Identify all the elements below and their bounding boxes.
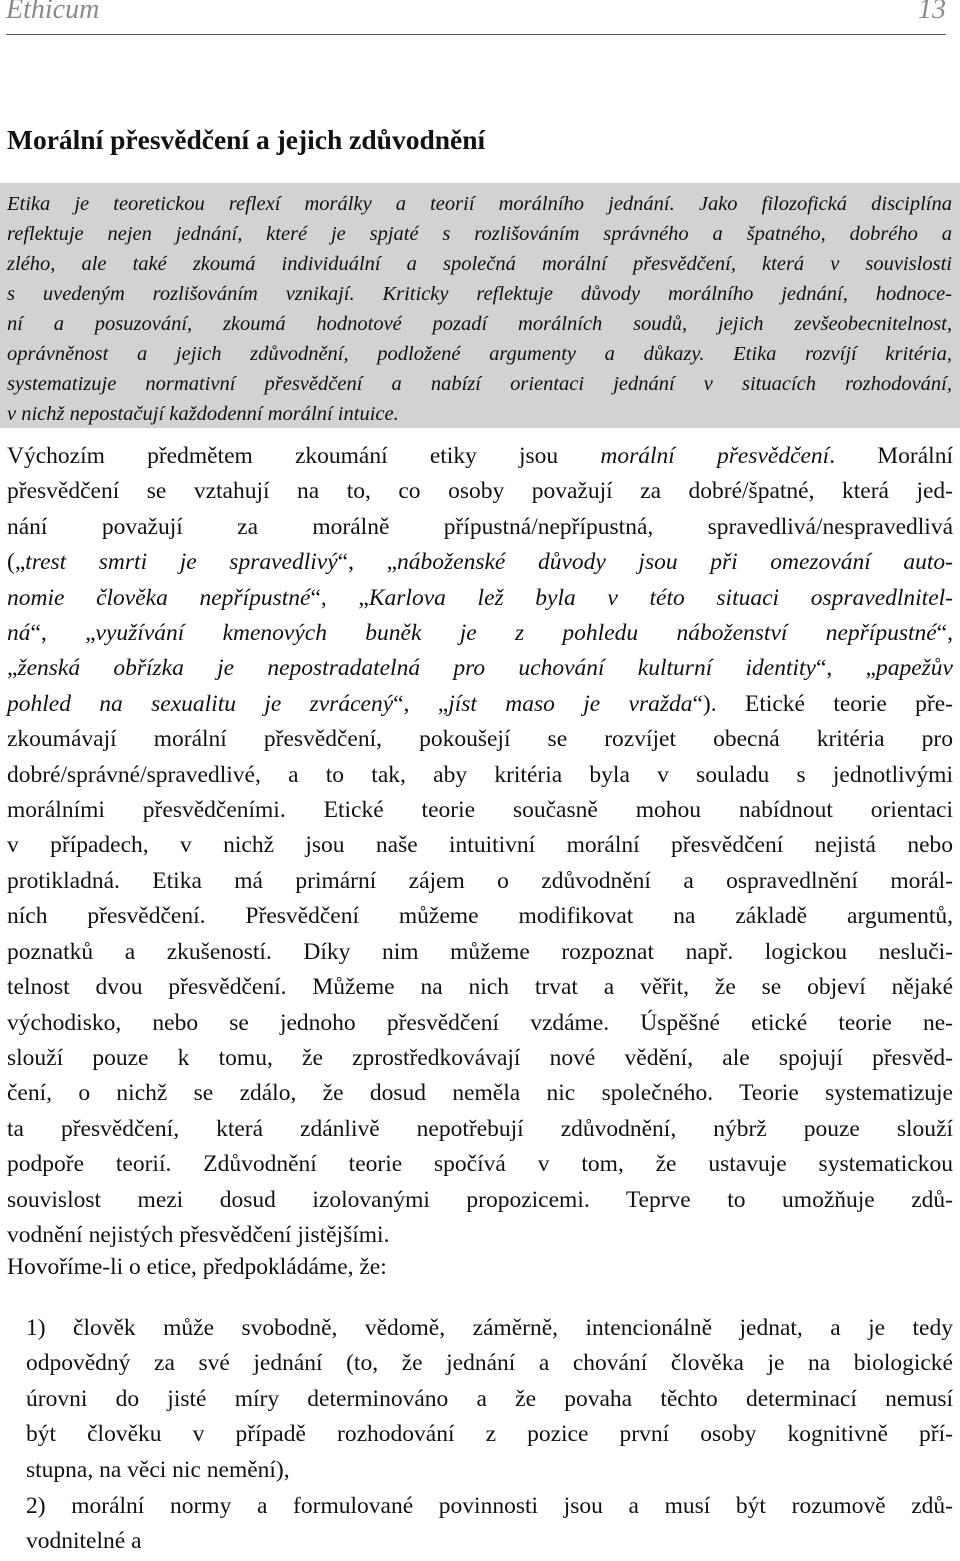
list-line: odpovědný za své jednání (to, že jednání a chování člověka je na biologické: [26, 1350, 953, 1377]
body-line: morálními přesvědčeními. Etické teorie současně mohou nabídnout orientaci: [7, 797, 953, 824]
abstract-line: v nichž nepostačují každodenní morální intuice.: [7, 403, 399, 425]
abstract-line: Etika je teoretickou reflexí morálky a teorií morálního jednání. Jako filozofická disciplína: [7, 193, 952, 215]
abstract-line: zlého, ale také zkoumá individuální a společná morální přesvědčení, která v souvislosti: [7, 253, 952, 275]
list-item: [26, 1311, 953, 1488]
body-line: v případech, v nichž jsou naše intuitivní morální přesvědčení nejistá nebo: [7, 832, 953, 859]
body-line: ná“, „využívání kmenových buněk je z pohledu náboženství nepřípustné“,: [7, 620, 953, 647]
list-line: být člověku v případě rozhodování z pozice první osoby kognitivně pří-: [26, 1421, 953, 1448]
abstract-line: s uvedeným rozlišováním vznikají. Kriticky reflektuje důvody morálního jednání, hodnoce-: [7, 283, 952, 305]
list-line: stupna, na věci nic nemění),: [26, 1456, 290, 1483]
body-line: vodnění nejistých přesvědčení jistějšími.: [7, 1221, 390, 1248]
journal-name: Ethicum: [6, 0, 100, 25]
intro-sentence: Hovoříme-li o etice, předpokládáme, že:: [7, 1254, 387, 1280]
body-line: slouží pouze k tomu, že zprostředkovávají nové vědění, ale spojují přesvěd-: [7, 1044, 953, 1071]
body-line: nání považují za morálně přípustná/nepřípustná, spravedlivá/nespravedlivá: [7, 513, 953, 540]
page-number: 13: [918, 0, 946, 25]
abstract-line: reflektuje nejen jednání, které je spjaté s rozlišováním správného a špatného, dobrého a: [7, 223, 952, 245]
list-line: vodnitelné a: [26, 1528, 142, 1555]
body-line: („trest smrti je spravedlivý“, „náboženské důvody jsou při omezování auto-: [7, 549, 953, 576]
body-line: zkoumávají morální přesvědčení, pokoušejí se rozvíjet obecná kritéria pro: [7, 726, 953, 753]
body-line: dobré/správné/spravedlivé, a to tak, aby kritéria byla v souladu s jednotlivými: [7, 761, 953, 788]
body-line: telnost dvou přesvědčení. Můžeme na nich trvat a věřit, že se objeví nějaké: [7, 974, 953, 1001]
body-line: čení, o nichž se zdálo, že dosud neměla nic společného. Teorie systematizuje: [7, 1080, 953, 1107]
body-line: ních přesvědčení. Přesvědčení můžeme modifikovat na základě argumentů,: [7, 903, 953, 930]
list-line: 1) člověk může svobodně, vědomě, záměrně, intencionálně jednat, a je tedy: [26, 1315, 953, 1341]
body-line: východisko, nebo se jednoho přesvědčení vzdáme. Úspěšné etické teorie ne-: [7, 1009, 953, 1036]
abstract-line: ní a posuzování, zkoumá hodnotové pozadí morálních soudů, jejich zevšeobecnitelnost,: [7, 313, 952, 335]
abstract-text: [7, 189, 952, 429]
body-line: nomie člověka nepřípustné“, „Karlova lež byla v této situaci ospravedlnitel-: [7, 584, 953, 611]
body-line: přesvědčení se vztahují na to, co osoby považují za dobré/špatné, která jed-: [7, 478, 953, 505]
body-line: poznatků a zkušeností. Díky nim můžeme rozpoznat např. logickou nesluči-: [7, 938, 953, 965]
body-line: Výchozím předmětem zkoumání etiky jsou morální přesvědčení. Morální: [7, 443, 953, 469]
body-line: pohled na sexualitu je zvrácený“, „jíst maso je vražda“). Etické teorie pře-: [7, 690, 953, 717]
body-line: ta přesvědčení, která zdánlivě nepotřebují zdůvodnění, nýbrž pouze slouží: [7, 1115, 953, 1142]
abstract-line: oprávněnost a jejich zdůvodnění, podložené argumenty a důkazy. Etika rozvíjí kritéria,: [7, 343, 952, 365]
article-title: Morální přesvědčení a jejich zdůvodnění: [7, 124, 486, 155]
abstract-line: systematizuje normativní přesvědčení a nabízí orientaci jednání v situacích rozhodování,: [7, 373, 952, 395]
list-item: [26, 1489, 953, 1560]
body-paragraph: [7, 439, 953, 1253]
body-line: „ženská obřízka je nepostradatelná pro uchování kulturní identity“, „papežův: [7, 655, 953, 682]
body-line: podpoře teorií. Zdůvodnění teorie spočívá v tom, že ustavuje systematickou: [7, 1151, 953, 1178]
running-header: [6, 0, 946, 35]
abstract-box: [0, 183, 960, 428]
body-line: souvislost mezi dosud izolovanými propozicemi. Teprve to umožňuje zdů-: [7, 1186, 953, 1213]
body-line: protikladná. Etika má primární zájem o zdůvodnění a ospravedlnění morál-: [7, 867, 953, 894]
list-line: 2) morální normy a formulované povinnosti jsou a musí být rozumově zdů-: [26, 1493, 953, 1519]
list-line: úrovni do jisté míry determinováno a že povaha těchto determinací nemusí: [26, 1385, 953, 1412]
